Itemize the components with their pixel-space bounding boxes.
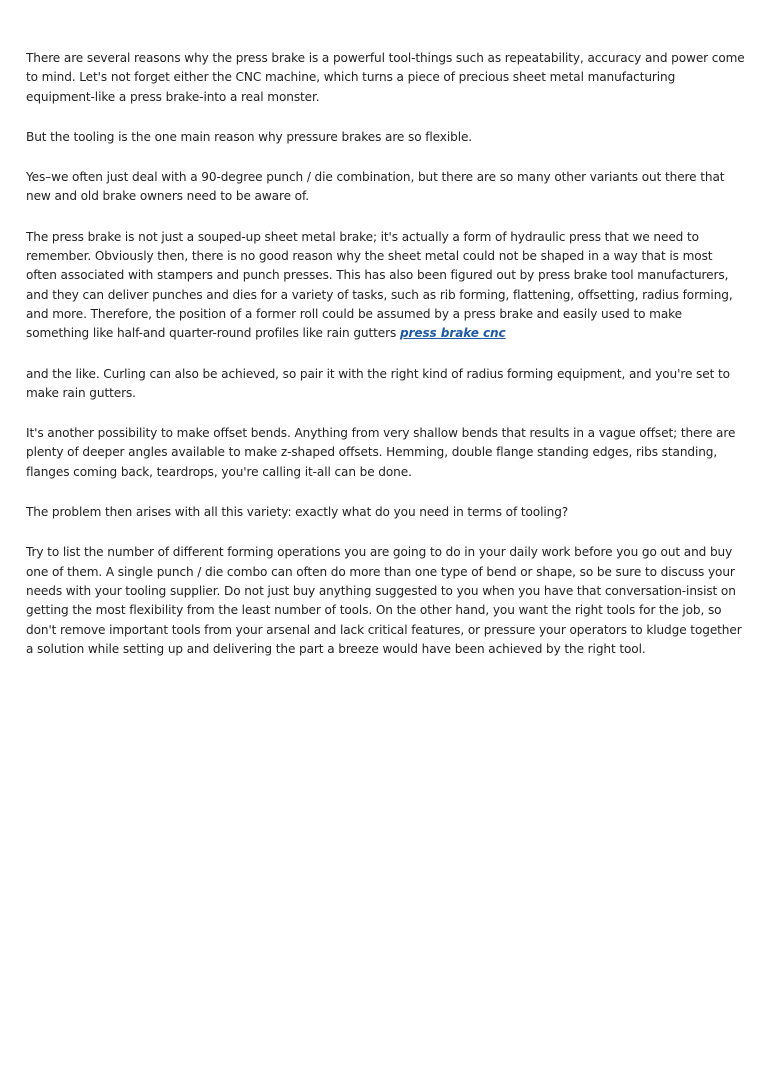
paragraph-7: The problem then arises with all this variety: exactly what do you need in terms of tooling? <box>26 505 569 520</box>
document-page <box>26 49 746 680</box>
paragraph-4 <box>26 228 746 344</box>
paragraph-1: There are several reasons why the press brake is a powerful tool-things such as repeatability, accuracy and power come to mind. Let's not forget either the CNC machine, which turns a piece of precious sheet metal manufacturing equipment-like a press brake-into a real monster. <box>26 51 745 104</box>
paragraph-8: Try to list the number of different forming operations you are going to do in your daily work before you go out and buy one of them. A single punch / die combo can often do more than one type of bend or shape, so be sure to discuss your needs with your tooling supplier. Do not just buy anything suggested to you when you have that conversation-insist on getting the most flexibility from the least number of tools. On the other hand, you want the right tools for the job, so don't remove important tools from your arsenal and lack critical features, or pressure your operators to kludge together a solution while setting up and delivering the part a breeze would have been achieved by the right tool. <box>26 545 742 656</box>
paragraph-6: It's another possibility to make offset bends. Anything from very shallow bends that results in a vague offset; there are plenty of deeper angles available to make z-shaped offsets. Hemming, double flange standing edges, ribs standing, flanges coming back, teardrops, you're calling it-all can be done. <box>26 426 736 479</box>
press-brake-cnc-link[interactable]: press brake cnc <box>399 326 506 341</box>
paragraph-3: Yes–we often just deal with a 90-degree punch / die combination, but there are so many other variants out there that new and old brake owners need to be aware of. <box>26 170 725 204</box>
paragraph-2: But the tooling is the one main reason why pressure brakes are so flexible. <box>26 129 473 144</box>
paragraph-4-text: The press brake is not just a souped-up sheet metal brake; it's actually a form of hydraulic press that we need to remember. Obviously then, there is no good reason why the sheet metal could not be shaped in a way that is most often associated with stampers and punch presses. This has also been figured out by press brake tool manufacturers, and they can deliver punches and dies for a variety of tasks, such as rib forming, flattening, offsetting, radius forming, and more. Therefore, the position of a former roll could be assumed by a press brake and easily used to make something like half-and quarter-round profiles like rain gutters <box>26 229 733 341</box>
paragraph-5: and the like. Curling can also be achieved, so pair it with the right kind of radius forming equipment, and you're set to make rain gutters. <box>26 366 730 400</box>
